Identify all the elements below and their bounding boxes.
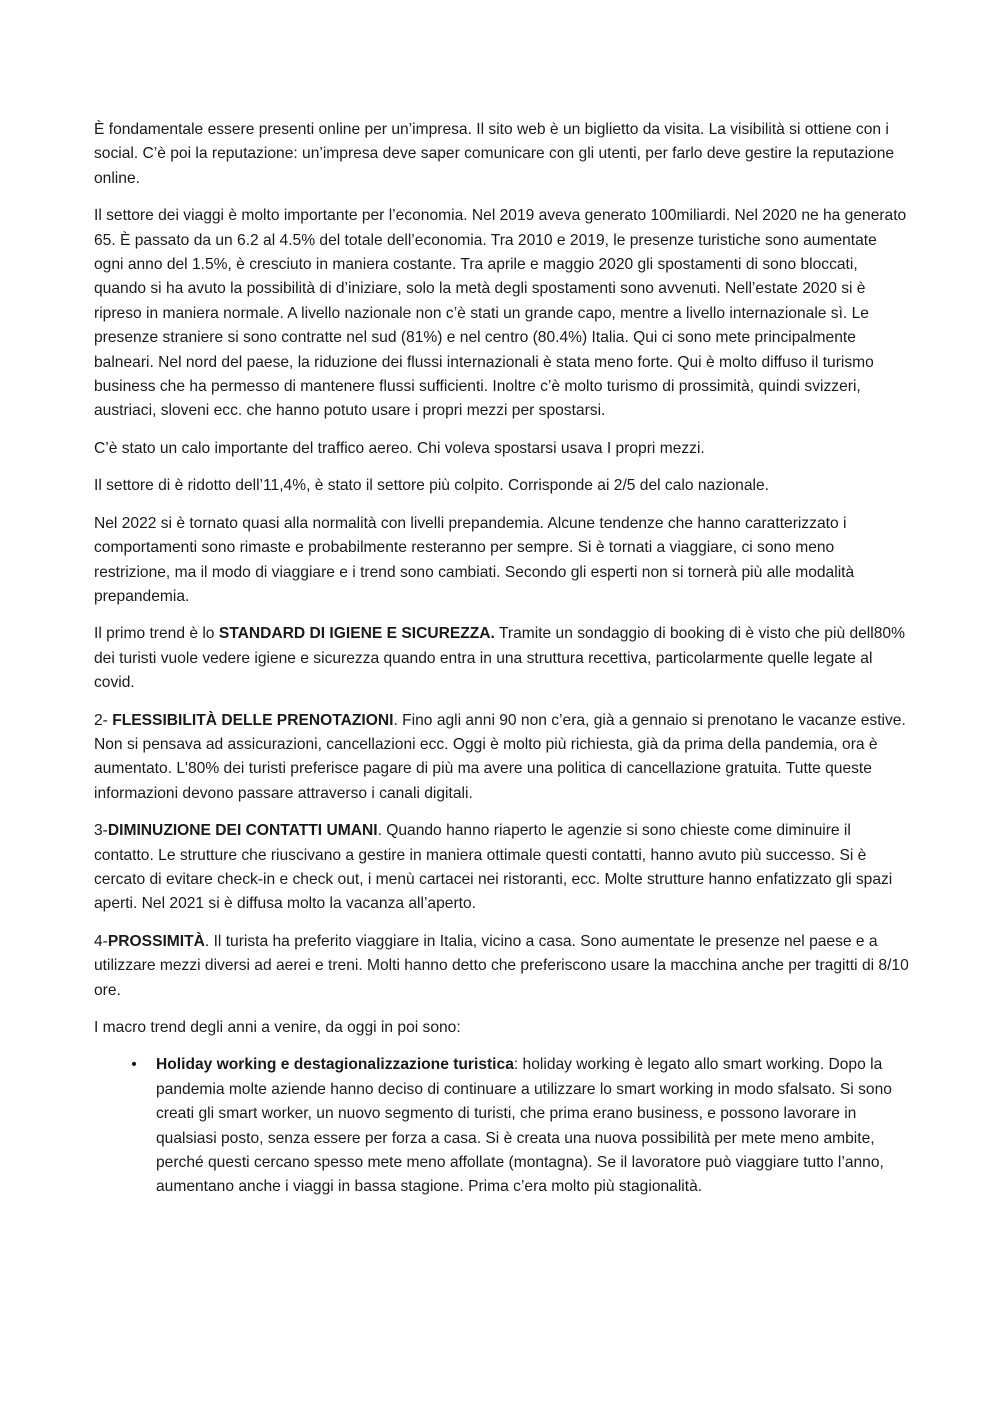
- trend-hygiene-title: STANDARD DI IGIENE E SICUREZZA.: [218, 625, 495, 643]
- bullet-title: Holiday working e destagionalizzazione turistica: [156, 1056, 514, 1074]
- paragraph-macro-intro: I macro trend degli anni a venire, da oggi in poi sono:: [94, 1019, 461, 1036]
- list-item: [94, 1053, 910, 1199]
- macro-trend-list: [94, 1053, 910, 1199]
- trend-flexibility-prefix: 2-: [94, 711, 113, 729]
- bullet-body: : holiday working è legato allo smart working. Dopo la pandemia molte aziende hanno deciso di continuare a utilizzare lo smart working in modo sfalsato. Si sono creati gli smart worker, un nuovo segmento di turisti, che prima erano business, e possono lavorare in qualsiasi posto, senza essere per forza a casa. Si è creata una nuova possibilità per mete meno ambite, perché questi cercano spesso mete meno affollate (montagna). Se il lavoratore può viaggiare tutto l’anno, aumentano anche i viaggi in bassa stagione. Prima c’era molto più stagionalità.: [156, 1056, 892, 1196]
- paragraph-2022-normality: Nel 2022 si è tornato quasi alla normalità con livelli prepandemia. Alcune tendenze che hanno caratterizzato i comportamenti sono rimaste e probabilmente resteranno per sempre. Si è tornati a viaggiare, ci sono meno restrizione, ma il modo di viaggiare e i trend sono cambiati. Secondo gli esperti non si tornerà più alle modalità prepandemia.: [94, 514, 855, 605]
- paragraph-trend-hygiene: [94, 622, 910, 695]
- trend-contacts-prefix: 3-: [94, 822, 108, 840]
- trend-proximity-body: . Il turista ha preferito viaggiare in Italia, vicino a casa. Sono aumentate le presenze nel paese e a utilizzare mezzi diversi ad aerei e treni. Molti hanno detto che preferiscono usare la macchina anche per tragitti di 8/10 ore.: [94, 932, 909, 999]
- paragraph-trend-contacts: [94, 819, 910, 917]
- trend-hygiene-body: Tramite un sondaggio di booking di è visto che più dell80% dei turisti vuole vedere igiene e sicurezza quando entra in una struttura recettiva, particolarmente quelle legate al covid.: [94, 625, 905, 692]
- paragraph-air-traffic: C’è stato un calo importante del traffico aereo. Chi voleva spostarsi usava I propri mezzi.: [94, 439, 705, 457]
- document-page: [94, 118, 910, 1200]
- trend-proximity-prefix: 4-: [94, 932, 108, 950]
- paragraph-trend-flexibility: [94, 709, 910, 807]
- trend-contacts-body: . Quando hanno riaperto le agenzie si sono chieste come diminuire il contatto. Le strutture che riuscivano a gestire in maniera ottimale questi contatti, hanno avuto più successo. Si è cercato di evitare check-in e check out, i menù cartacei nei ristoranti, ecc. Molte strutture hanno enfatizzato gli spazi aperti. Nel 2021 si è diffusa molto la vacanza all’aperto.: [94, 822, 893, 913]
- paragraph-trend-proximity: [94, 930, 910, 1003]
- paragraph-sector-reduction: Il settore di è ridotto dell’11,4%, è stato il settore più colpito. Corrisponde ai 2/5 del calo nazionale.: [94, 477, 769, 495]
- trend-hygiene-prefix: Il primo trend è lo: [94, 625, 219, 643]
- trend-flexibility-body: . Fino agli anni 90 non c’era, già a gennaio si prenotano le vacanze estive. Non si pensava ad assicurazioni, cancellazioni ecc. Oggi è molto più richiesta, già da prima della pandemia, ora è aumentato. L'80% dei turisti preferisce pagare di più ma avere una politica di cancellazione gratuita. Tutte queste informazioni devono passare attraverso i canali digitali.: [94, 711, 906, 802]
- trend-proximity-title: PROSSIMITÀ: [107, 932, 205, 950]
- trend-contacts-title: DIMINUZIONE DEI CONTATTI UMANI: [107, 822, 378, 840]
- paragraph-travel-sector: Il settore dei viaggi è molto importante per l’economia. Nel 2019 aveva generato 100miliardi. Nel 2020 ne ha generato 65. È passato da un 6.2 al 4.5% del totale dell’economia. Tra 2010 e 2019, le presenze turistiche sono aumentate ogni anno del 1.5%, è cresciuto in maniera costante. Tra aprile e maggio 2020 gli spostamenti di sono bloccati, quando si ha avuto la possibilità di d’iniziare, solo la metà degli spostamenti sono avvenuti. Nell’estate 2020 si è ripreso in maniera normale. A livello nazionale non c’è stati un grande capo, mentre a livello internazionale sì. Le presenze straniere si sono contratte nel sud (81%) e nel centro (80.4%) Italia. Qui ci sono mete principalmente balneari. Nel nord del paese, la riduzione dei flussi internazionali è stata meno forte. Qui è molto diffuso il turismo business che ha permesso di mantenere flussi sufficienti. Inoltre c’è molto turismo di prossimità, quindi svizzeri, austriaci, sloveni ecc. che hanno potuto usare i propri mezzi per spostarsi.: [94, 207, 907, 420]
- paragraph-online-presence: È fondamentale essere presenti online per un’impresa. Il sito web è un biglietto da visita. La visibilità si ottiene con i social. C’è poi la reputazione: un’impresa deve saper comunicare con gli utenti, per farlo deve gestire la reputazione online.: [94, 121, 895, 187]
- trend-flexibility-title: FLESSIBILITÀ DELLE PRENOTAZIONI: [112, 711, 394, 729]
- bullet-icon: •: [131, 1056, 137, 1074]
